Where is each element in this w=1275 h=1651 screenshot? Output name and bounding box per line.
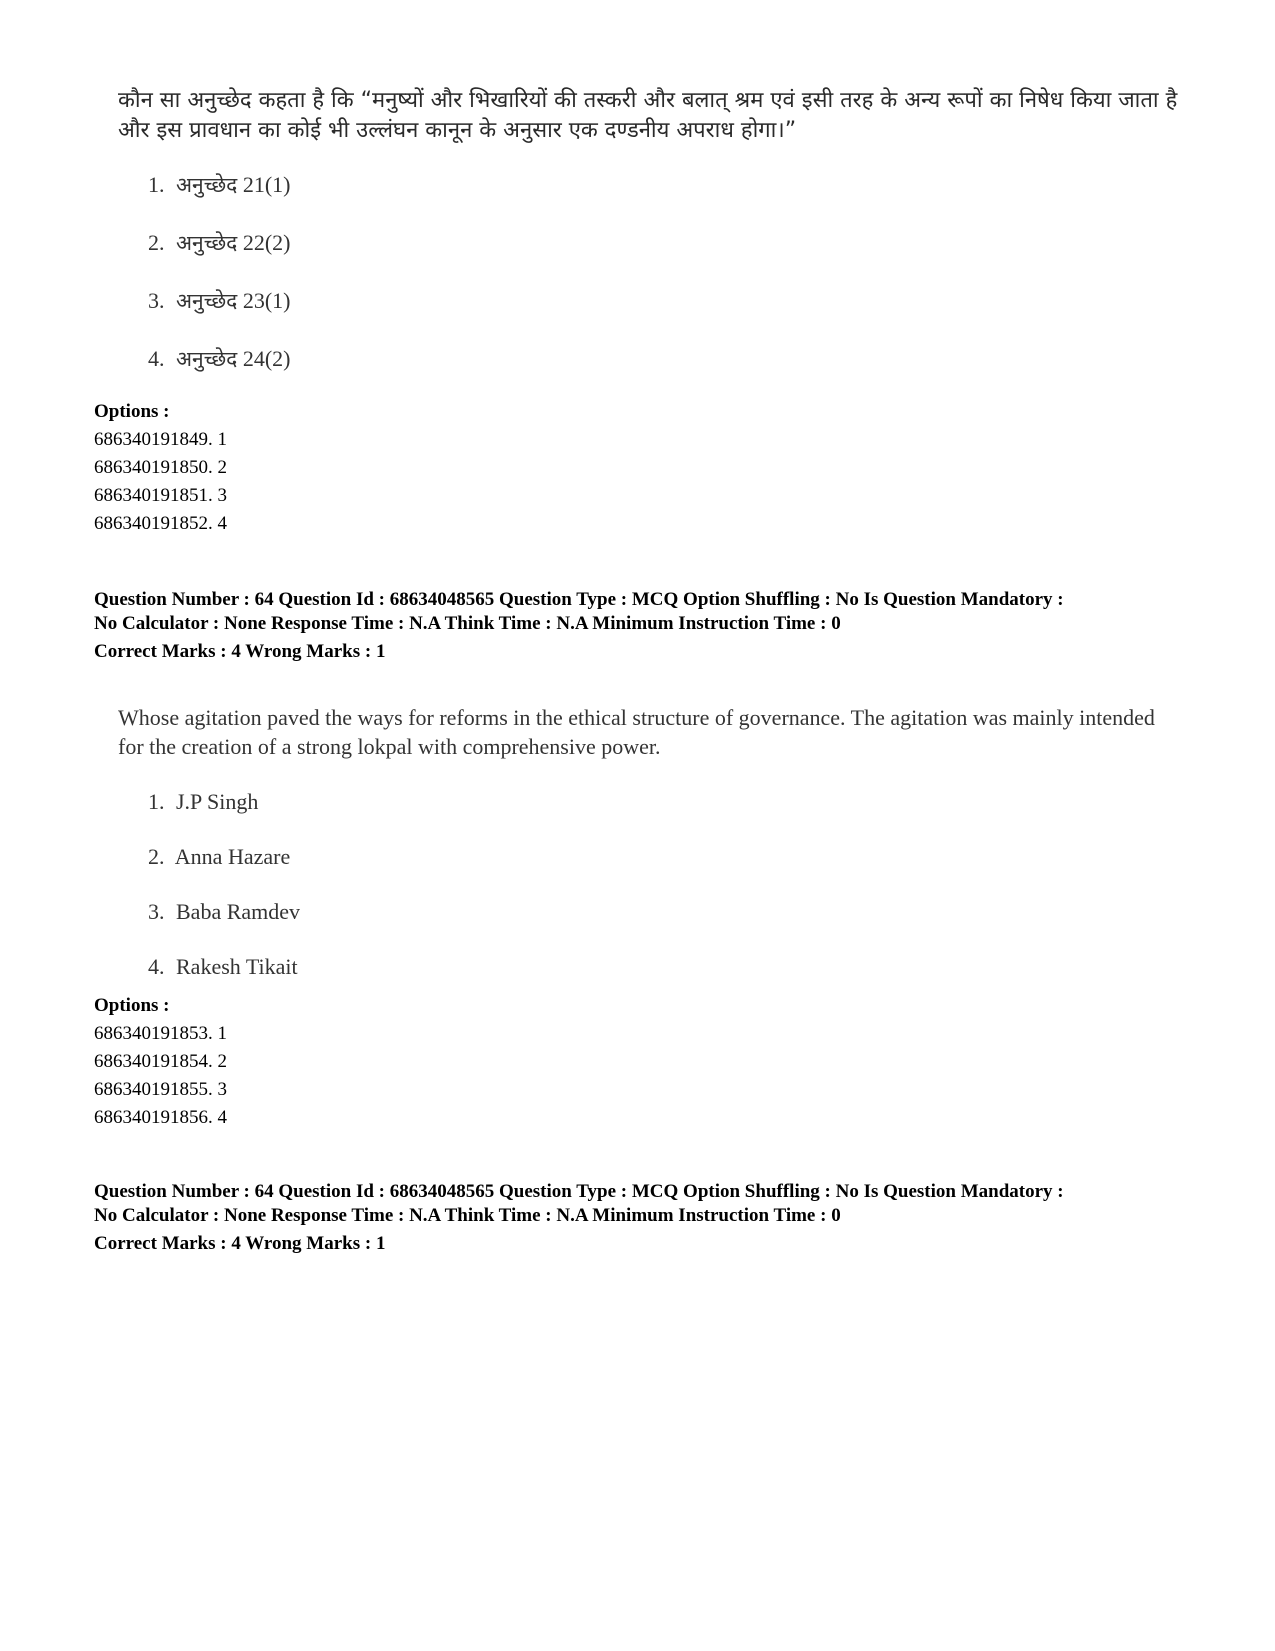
choice-number: 2. — [148, 844, 165, 869]
choice-value: 22(2) — [242, 230, 291, 255]
choice-label: अनुच्छेद — [176, 289, 238, 313]
question-meta — [94, 1180, 1224, 1256]
choice-value: 23(1) — [242, 288, 291, 313]
choice-value: 24(2) — [242, 346, 291, 371]
question-choices-english — [118, 787, 1178, 1007]
option-id-line: 686340191855. 3 — [94, 1079, 227, 1100]
options-title: Options : — [94, 401, 170, 422]
choice-number: 4. — [148, 346, 165, 371]
question-meta-line: Question Number : 64 Question Id : 68634048565 Question Type : MCQ Option Shuffling : No Is Question Mandatory : — [94, 1181, 1064, 1202]
options-block — [94, 398, 1214, 538]
question-meta-line: Question Number : 64 Question Id : 68634048565 Question Type : MCQ Option Shuffling : No Is Question Mandatory : — [94, 589, 1064, 610]
question-meta-line: No Calculator : None Response Time : N.A Think Time : N.A Minimum Instruction Time : 0 — [94, 613, 841, 634]
choice-label: अनुच्छेद — [176, 347, 238, 371]
choice-number: 4. — [148, 954, 165, 979]
question-text-english: Whose agitation paved the ways for reforms in the ethical structure of governance. The agitation was mainly intended for the creation of a strong lokpal with comprehensive power. — [118, 705, 1155, 759]
question-meta-line: No Calculator : None Response Time : N.A Think Time : N.A Minimum Instruction Time : 0 — [94, 1205, 841, 1226]
choice-item — [148, 170, 1178, 228]
option-id-line: 686340191856. 4 — [94, 1107, 227, 1128]
choice-item — [148, 228, 1178, 286]
choice-item — [148, 842, 1178, 897]
question-meta — [94, 588, 1224, 664]
option-id-line: 686340191854. 2 — [94, 1051, 227, 1072]
question-marks: Correct Marks : 4 Wrong Marks : 1 — [94, 641, 386, 662]
choice-number: 1. — [148, 789, 165, 814]
choice-value: Rakesh Tikait — [176, 954, 298, 979]
choice-item — [148, 344, 1178, 402]
choice-label: अनुच्छेद — [176, 173, 238, 197]
choice-item — [148, 787, 1178, 842]
choice-item — [148, 897, 1178, 952]
question-image-hindi — [118, 86, 1178, 402]
question-choices-hindi — [118, 170, 1178, 402]
choice-value: J.P Singh — [176, 789, 259, 814]
choice-value: Baba Ramdev — [176, 899, 301, 924]
choice-value: Anna Hazare — [174, 844, 291, 869]
question-text-hindi: कौन सा अनुच्छेद कहता है कि “मनुष्यों और भिखारियों की तस्करी और बलात् श्रम एवं इसी तरह के अन्य रूपों का निषेध किया जाता है और इस प्रावधान का कोई भी उल्लंघन कानून के अनुसार एक दण्डनीय अपराध होगा।” — [118, 88, 1178, 143]
options-block — [94, 992, 1214, 1132]
choice-label: अनुच्छेद — [176, 231, 238, 255]
option-id-line: 686340191849. 1 — [94, 429, 227, 450]
choice-item — [148, 286, 1178, 344]
option-id-line: 686340191851. 3 — [94, 485, 227, 506]
option-id-line: 686340191853. 1 — [94, 1023, 227, 1044]
choice-number: 3. — [148, 899, 165, 924]
option-id-line: 686340191850. 2 — [94, 457, 227, 478]
choice-number: 1. — [148, 172, 165, 197]
question-image-english — [118, 703, 1178, 1007]
option-id-line: 686340191852. 4 — [94, 513, 227, 534]
choice-number: 2. — [148, 230, 165, 255]
choice-value: 21(1) — [242, 172, 291, 197]
question-marks: Correct Marks : 4 Wrong Marks : 1 — [94, 1233, 386, 1254]
choice-number: 3. — [148, 288, 165, 313]
options-title: Options : — [94, 995, 170, 1016]
